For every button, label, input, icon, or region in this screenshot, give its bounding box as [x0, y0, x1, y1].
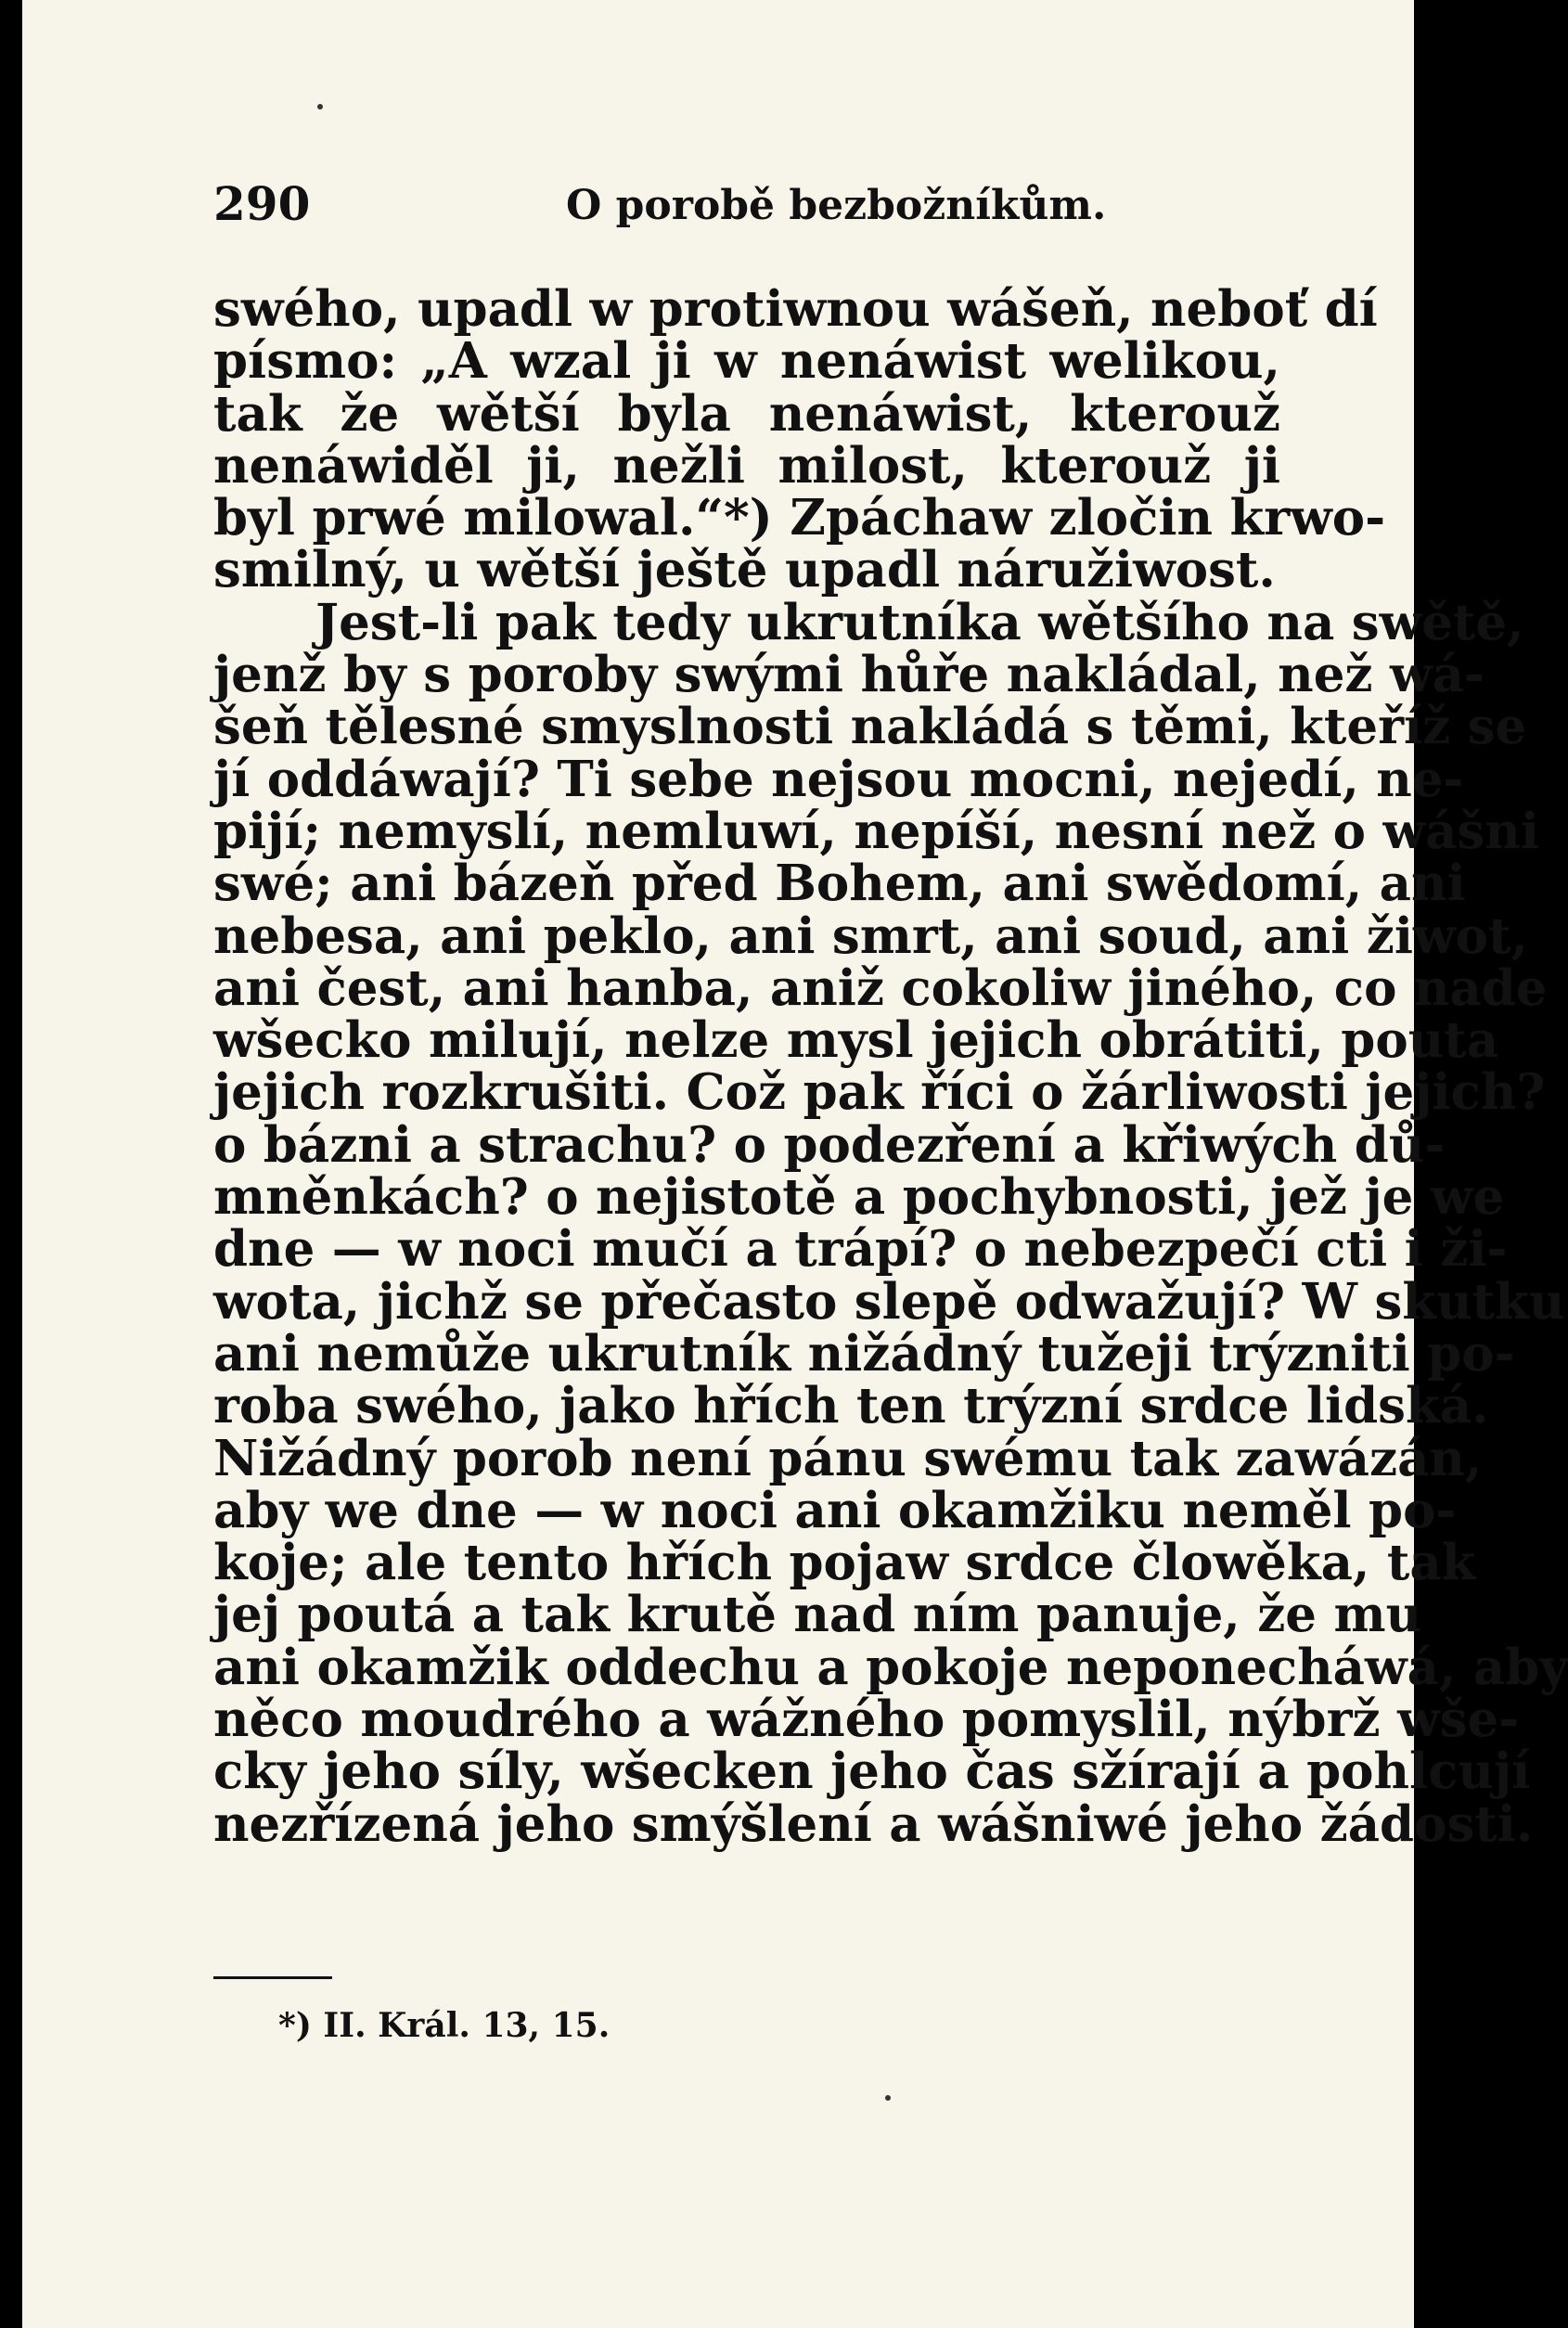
text-line: jej poutá a tak krutě nad ním panuje, že mu	[213, 1586, 1422, 1644]
page-number: 290	[213, 176, 311, 231]
text-line: písmo: „A wzal ji w nenáwist welikou,	[213, 332, 1280, 391]
text-line: byl prwé milowal.“*) Zpáchaw zločin krwo-	[213, 489, 1386, 547]
text-line: něco moudrého a wážného pomyslil, nýbrž wše-	[213, 1691, 1520, 1749]
text-line: tak že wětší byla nenáwist, kterouž	[213, 384, 1280, 443]
text-line: jenž by s poroby swými hůře nakládal, než wá-	[213, 646, 1484, 704]
text-line: šeň tělesné smyslnosti nakládá s těmi, kteříž se	[213, 698, 1527, 756]
text-line: swé; ani bázeň před Bohem, ani swědomí, ani	[213, 855, 1466, 913]
text-line: aby we dne — w noci ani okamžiku neměl po-	[213, 1481, 1457, 1539]
text-line: mněnkách? o nejistotě a pochybnosti, jež je we	[213, 1168, 1505, 1227]
text-line: dne — w noci mučí a trápí? o nebezpečí cti i ži-	[213, 1220, 1508, 1279]
text-line: roba swého, jako hřích ten trýzní srdce lidská.	[213, 1377, 1489, 1435]
text-line: koje; ale tento hřích pojaw srdce člowěka, tak	[213, 1534, 1476, 1592]
body-text	[213, 280, 1568, 1853]
text-line: nezřízená jeho smýšlení a wášniwé jeho žádosti.	[213, 1794, 1534, 1853]
page-speck	[317, 104, 323, 109]
text-line: nebesa, ani peklo, ani smrt, ani soud, ani žiwot,	[213, 907, 1528, 965]
text-line: Nižádný porob není pánu swému tak zawázán,	[213, 1429, 1483, 1487]
text-line: pijí; nemyslí, nemluwí, nepíší, nesní než o wášni	[213, 802, 1539, 860]
text-line: wšecko milují, nelze mysl jejich obrátiti, pouta	[213, 1011, 1499, 1070]
page-speck	[885, 2095, 891, 2101]
text-line: o bázni a strachu? o podezření a křiwých dů-	[213, 1115, 1446, 1174]
text-line: smilný, u wětší ještě upadl náružiwost.	[213, 541, 1276, 599]
text-line: ani čest, ani hanba, aniž cokoliw jiného, co nade	[213, 958, 1548, 1017]
book-page	[22, 0, 1568, 2328]
text-line: ani nemůže ukrutník nižádný tužeji trýzniti po-	[213, 1324, 1515, 1383]
text-line: wota, jichž se přečasto slepě odwažují? W skutku	[213, 1272, 1565, 1331]
text-line: jí oddáwají? Ti sebe nejsou mocni, nejedí, ne-	[213, 750, 1464, 808]
footnote-rule	[213, 1976, 332, 1979]
footnote: *) II. Král. 13, 15.	[278, 2006, 610, 2045]
text-line: swého, upadl w protiwnou wášeň, neboť dí	[213, 280, 1378, 338]
text-line: jejich rozkrušiti. Což pak říci o žárliwosti jejich?	[213, 1063, 1546, 1122]
text-line: nenáwiděl ji, nežli milost, kterouž ji	[213, 436, 1280, 495]
text-line: ani okamžik oddechu a pokoje neponecháwá, aby	[213, 1638, 1568, 1696]
running-head	[213, 176, 1280, 232]
text-line: Jest-li pak tedy ukrutníka wětšího na swětě,	[315, 593, 1524, 651]
running-title: O porobě bezbožníkům.	[566, 182, 1107, 229]
text-line: cky jeho síly, wšecken jeho čas sžírají a pohlcují	[213, 1743, 1531, 1801]
